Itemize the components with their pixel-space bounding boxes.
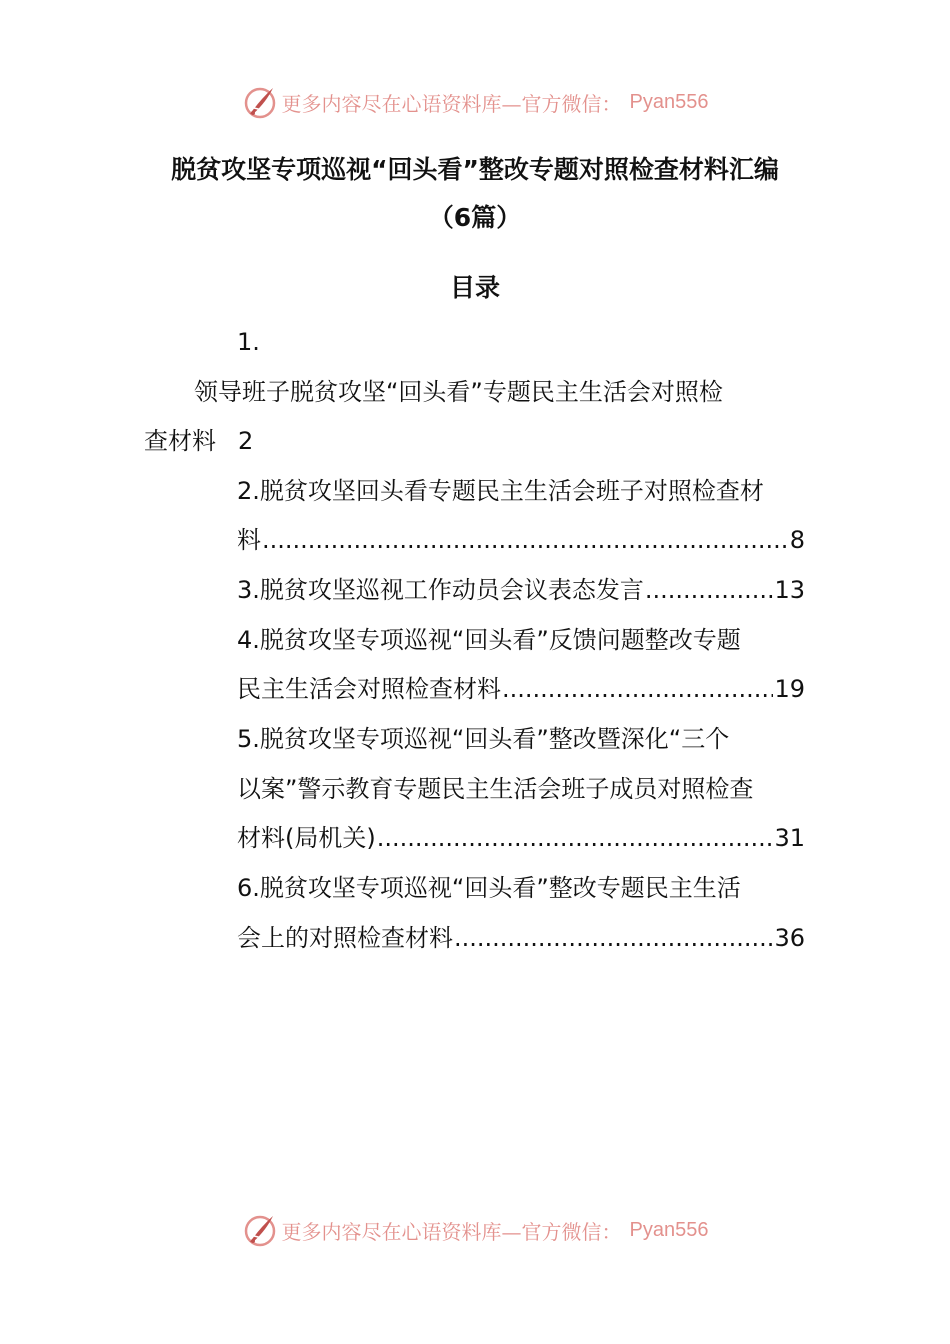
toc-entry-1-page: 2 <box>238 427 254 455</box>
toc-entry-6-title[interactable]: 6.脱贫攻坚专项巡视“回头看”整改专题民主生活 <box>237 874 741 902</box>
toc-entry-6-title-end: 会上的对照检查材料 <box>237 924 453 952</box>
toc-entry-4-title-end: 民主生活会对照检查材料 <box>237 675 501 703</box>
toc-entry-4-title-cont[interactable] <box>237 672 805 706</box>
wechat-id: Pyan556 <box>629 1218 709 1241</box>
dot-leader <box>262 523 789 557</box>
toc-entry-5-page: 31 <box>774 824 805 852</box>
toc-entry-3[interactable] <box>237 573 805 607</box>
toc-entry-6-page: 36 <box>774 924 805 952</box>
toc-entry-1-title-end: 查材料 <box>144 427 216 455</box>
toc-entry-3-page: 13 <box>774 576 805 604</box>
dot-leader <box>502 672 773 706</box>
watermark-text: 更多内容尽在心语资料库—官方微信： <box>281 1219 622 1244</box>
dot-leader <box>377 821 774 855</box>
toc-entry-5-title-end: 材料(局机关) <box>237 824 376 852</box>
toc-entry-5-title-cont-2[interactable] <box>237 821 805 855</box>
toc-entry-5-title[interactable]: 5.脱贫攻坚专项巡视“回头看”整改暨深化“三个 <box>237 725 730 753</box>
toc-entry-2-title[interactable]: 2.脱贫攻坚回头看专题民主生活会班子对照检查材 <box>237 477 764 505</box>
toc-entry-2-title-cont[interactable] <box>237 523 805 557</box>
wechat-id: Pyan556 <box>629 90 709 113</box>
toc-entry-1-number[interactable]: 1. <box>237 328 260 356</box>
toc-entry-1-title[interactable]: 领导班子脱贫攻坚“回头看”专题民主生活会对照检 <box>194 378 723 406</box>
document-subtitle-count: （6篇） <box>428 203 522 232</box>
dot-leader <box>645 573 774 607</box>
toc-entry-1-title-cont[interactable] <box>144 424 253 458</box>
toc-entry-2-title-end: 料 <box>237 526 261 554</box>
quill-pen-logo-icon <box>242 1212 278 1248</box>
toc-entry-3-title: 3.脱贫攻坚巡视工作动员会议表态发言 <box>237 576 644 604</box>
toc-heading: 目录 <box>449 273 500 302</box>
toc-entry-4-title[interactable]: 4.脱贫攻坚专项巡视“回头看”反馈问题整改专题 <box>237 626 741 654</box>
quill-pen-logo-icon <box>242 84 278 120</box>
footer-watermark-banner <box>0 1210 950 1250</box>
document-title: 脱贫攻坚专项巡视“回头看”整改专题对照检查材料汇编 <box>171 155 779 184</box>
dot-leader <box>454 921 773 955</box>
header-watermark-banner <box>0 82 950 122</box>
toc-entry-2-page: 8 <box>789 526 805 554</box>
toc-entry-4-page: 19 <box>774 675 805 703</box>
toc-entry-6-title-cont[interactable] <box>237 921 805 955</box>
toc-entry-5-title-cont[interactable]: 以案”警示教育专题民主生活会班子成员对照检查 <box>237 775 754 803</box>
watermark-text: 更多内容尽在心语资料库—官方微信： <box>281 91 622 116</box>
